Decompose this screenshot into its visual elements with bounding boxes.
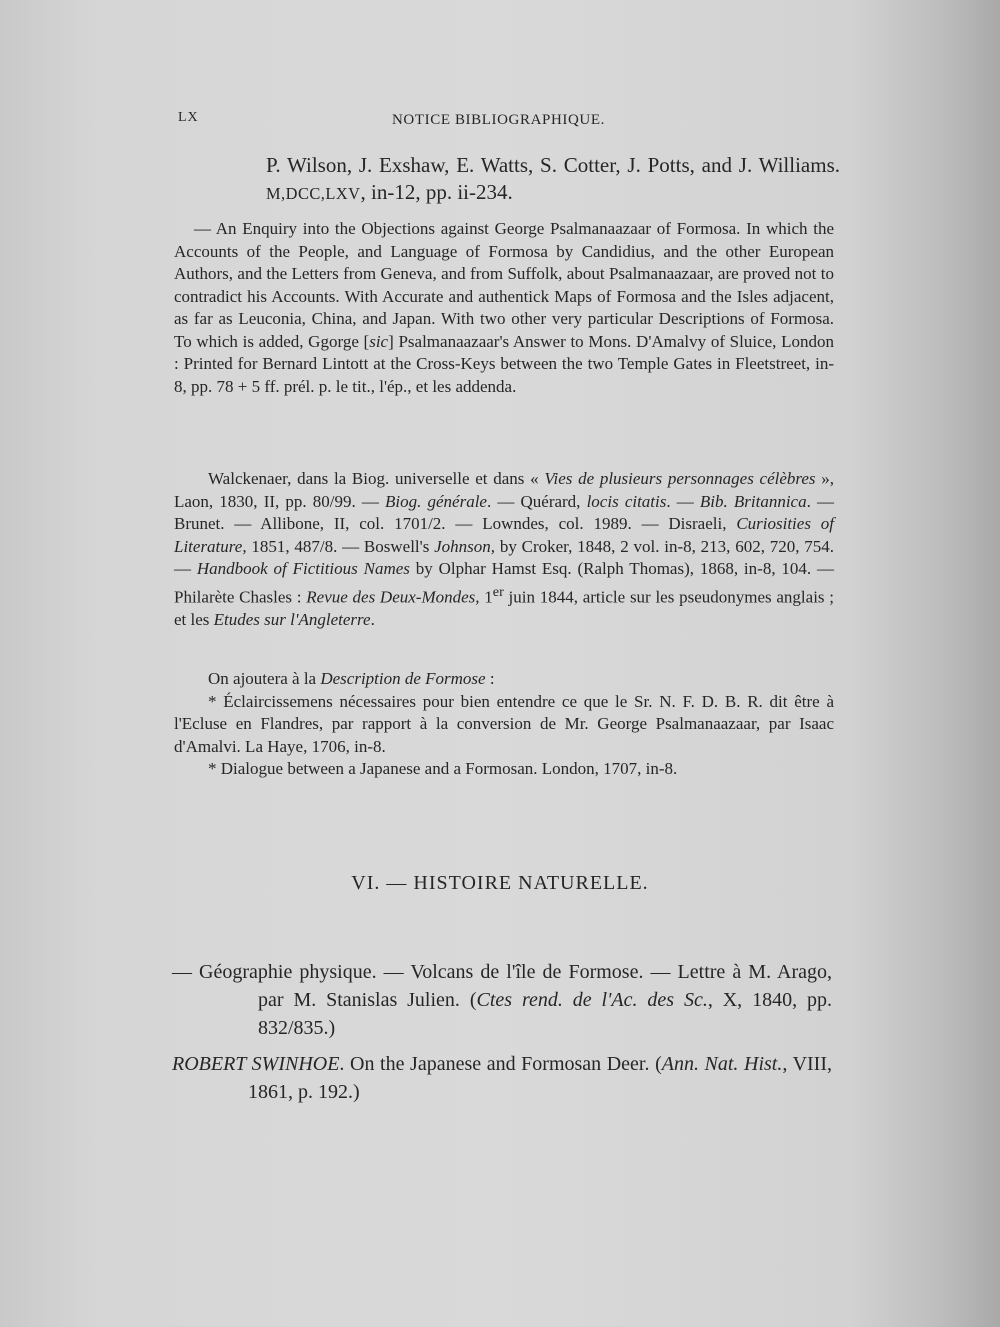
bibliographic-entry	[174, 218, 834, 398]
ref-text: », Laon, 1830, II, pp. 80/99. —	[174, 469, 835, 511]
ref-text: 1851, 487/8. — Boswell's	[246, 536, 435, 556]
section-heading: VI. — HISTOIRE NATURELLE.	[351, 872, 649, 894]
ref-text: . —	[666, 491, 700, 511]
ref-text: . — Brunet. — Allibone, II, col. 1701/2. — Lowndes, col. 1989. — Disraeli,	[174, 491, 834, 533]
ref-title: Curiosities of Literature,	[174, 514, 834, 556]
entry-paragraph	[174, 218, 834, 398]
entry-citation: , X, 1840, pp. 832/835.)	[258, 989, 832, 1039]
entry-body-end: ] Psalmanaazaar's Answer to Mons. D'Amalvy of Sluice, London : Printed for Bernard Lintott at the Cross-Keys between the two Temple Gates in Fleetstreet, in-8, pp. 78 + 5 ff. prél. p. le tit., l'ép., et les addenda.	[174, 331, 835, 396]
entry-body: — An Enquiry into the Objections against George Psalmanaazaar of Formosa. In which the Accounts of the People, and Language of Formosa by Candidius, and the other European Authors, and the Letters from Geneva, and from Suffolk, about Psalmanaazaar, are proved not to contradict his Accounts. With Accurate and authentick Maps of Formosa and the Isles adjacent, as far as Leuconia, China, and Japan. With two other very particular Descriptions of Formosa. To which is added, Ggorge [	[174, 219, 834, 351]
additions-intro-colon: :	[485, 669, 495, 688]
ref-title: Vies de plusieurs personnages célèbres	[544, 469, 816, 488]
author-name: ROBERT SWINHOE	[172, 1053, 340, 1075]
entry-date: M,DCC,LXV	[266, 184, 361, 203]
addition-item: * Éclaircissemens nécessaires pour bien entendre ce que le Sr. N. F. D. B. R. dit être à l'Ecluse en Flandres, par rapport à la conversion de Mr. George Psalmanaazaar, par Isaac d'Amalvi. La Haye, 1706, in-8.	[174, 691, 834, 756]
ref-title: Biog. générale	[385, 491, 487, 511]
ref-title: Johnson,	[434, 536, 496, 556]
entry-citation: , VIII, 1861, p. 192.)	[248, 1053, 833, 1103]
sic-marker: sic	[369, 331, 389, 351]
natural-history-entry	[172, 958, 832, 1042]
running-title: NOTICE BIBLIOGRAPHIQUE.	[392, 112, 605, 128]
journal-title: Ann. Nat. Hist.	[661, 1053, 783, 1075]
page-number: LX	[178, 110, 199, 125]
ref-text: . — Quérard,	[486, 491, 587, 511]
entry-text: . On the Japanese and Formosan Deer. (	[339, 1053, 662, 1075]
entry-paragraph	[172, 958, 832, 1042]
references-paragraph	[174, 468, 834, 631]
ref-text: by Olphar Hamst Esq. (Ralph Thomas), 1868, in-8, 104. — Philarète Chasles :	[174, 559, 835, 607]
journal-title: Ctes rend. de l'Ac. des Sc.	[476, 989, 708, 1011]
ref-title: locis citatis	[586, 491, 667, 511]
ref-title: Etudes sur l'Angleterre	[213, 609, 371, 629]
ordinal-superscript: er	[492, 583, 504, 600]
ref-text: juin 1844, article sur les pseudonymes anglais ; et les	[174, 587, 834, 629]
additions-list	[174, 668, 834, 781]
ref-title: Revue des Deux-Mondes,	[306, 587, 480, 607]
entry-continuation	[172, 152, 840, 207]
ref-text: .	[370, 609, 375, 629]
additions-intro-title: Description de Formose	[320, 669, 486, 688]
ref-text: 1	[479, 587, 493, 607]
entry-pages: , in-12, pp. ii-234.	[360, 180, 513, 204]
ref-text: Walckenaer, dans la Biog. universelle et dans «	[208, 469, 545, 488]
references-text	[174, 468, 834, 631]
entry-text: P. Wilson, J. Exshaw, E. Watts, S. Cotter, J. Potts, and J. Williams.	[266, 153, 840, 177]
entry-continuation-text	[172, 152, 840, 207]
ref-text: by Croker, 1848, 2 vol. in-8, 213, 602, 720, 754. —	[174, 536, 835, 578]
addition-item: * Dialogue between a Japanese and a Formosan. London, 1707, in-8.	[208, 759, 678, 778]
page-header	[0, 110, 1000, 140]
additions-intro	[174, 668, 834, 691]
entry-paragraph	[172, 1050, 832, 1106]
entry-text: — Géographie physique. — Volcans de l'île de Formose. — Lettre à M. Arago, par M. Stanislas Julien. (	[172, 961, 832, 1011]
ref-title: Handbook of Fictitious Names	[196, 559, 410, 578]
ref-title: Bib. Britannica	[699, 491, 807, 511]
additions-intro-text: On ajoutera à la	[208, 669, 321, 688]
natural-history-entry	[172, 1050, 832, 1106]
